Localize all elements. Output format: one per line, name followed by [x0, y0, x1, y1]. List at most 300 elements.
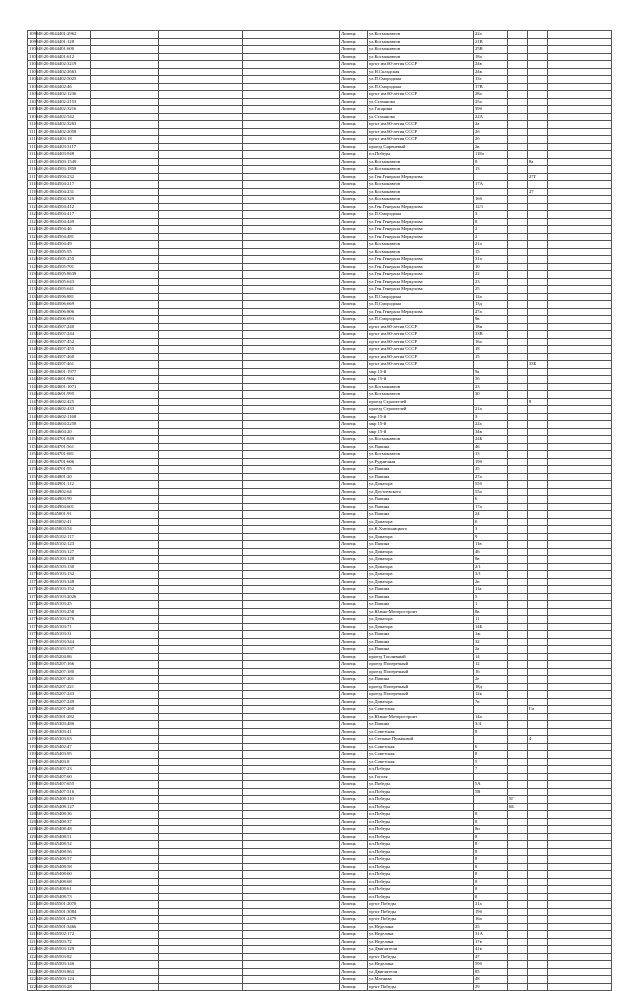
building-cell [508, 743, 528, 751]
street-cell: ул.Победы [368, 781, 474, 789]
blank-cell [91, 841, 159, 849]
blank-cell [243, 248, 340, 256]
row-number-cell: 1142 [29, 361, 39, 366]
table-row [28, 83, 612, 91]
city-cell: Липецк [340, 286, 368, 294]
cadastral-number-cell: 48:20:0044505:55 [37, 248, 91, 256]
building-cell [508, 736, 528, 744]
blank-cell [91, 383, 159, 391]
blank-cell [548, 226, 612, 234]
extra-number-cell [528, 503, 548, 511]
table-row [28, 608, 612, 616]
city-cell: Липецк [340, 91, 368, 99]
blank-cell [243, 338, 340, 346]
cadastral-number-cell: 48:20:0045408:37 [37, 818, 91, 826]
blank-cell [548, 241, 612, 249]
blank-cell [243, 503, 340, 511]
house-number-cell: 118а [474, 151, 508, 159]
cadastral-number-cell: 48:20:0045407:516 [37, 788, 91, 796]
blank-cell [91, 968, 159, 976]
blank-cell [159, 91, 243, 99]
building-cell [508, 466, 528, 474]
blank-cell [159, 803, 243, 811]
table-row [28, 323, 612, 331]
blank-cell [159, 781, 243, 789]
city-cell: Липецк [340, 466, 368, 474]
blank-cell [91, 661, 159, 669]
row-number-cell: 1221 [29, 953, 39, 959]
street-cell: ул.Доватора [368, 533, 474, 541]
blank-cell [243, 38, 340, 46]
street-cell: мкр 15-й [368, 413, 474, 421]
building-cell [508, 166, 528, 174]
city-cell: Липецк [340, 61, 368, 69]
extra-number-cell [528, 698, 548, 706]
cadastral-number-cell: 48:20:0044701:606 [37, 458, 91, 466]
table-row [28, 631, 612, 639]
extra-number-cell [528, 256, 548, 264]
building-cell [508, 121, 528, 129]
extra-number-cell [528, 721, 548, 729]
city-cell: Липецк [340, 151, 368, 159]
blank-cell [243, 886, 340, 894]
blank-cell [91, 533, 159, 541]
city-cell: Липецк [340, 451, 368, 459]
blank-cell [159, 893, 243, 901]
cadastral-number-cell: 48:20:0045207:166 [37, 661, 91, 669]
city-cell: Липецк [340, 908, 368, 916]
blank-cell [159, 218, 243, 226]
house-number-cell [474, 736, 508, 744]
blank-cell [159, 53, 243, 61]
row-number-cell: 1181 [29, 653, 39, 659]
cadastral-number-cell: 48:20:0044504:49 [37, 241, 91, 249]
city-cell: Липецк [340, 136, 368, 144]
blank-cell [548, 181, 612, 189]
table-row [28, 346, 612, 354]
blank-cell [548, 646, 612, 654]
house-number-cell: 8 [474, 841, 508, 849]
building-cell [508, 683, 528, 691]
blank-cell [91, 623, 159, 631]
building-cell [508, 331, 528, 339]
table-row [28, 496, 612, 504]
house-number-cell: 19б [474, 458, 508, 466]
extra-number-cell [528, 106, 548, 114]
blank-cell [548, 91, 612, 99]
city-cell: Липецк [340, 631, 368, 639]
cadastral-number-cell: 48:20:0045103:25 [37, 601, 91, 609]
house-number-cell: 14Б [474, 623, 508, 631]
city-cell: Липецк [340, 31, 368, 39]
table-row [28, 638, 612, 646]
blank-cell [243, 871, 340, 879]
house-number-cell: 2е [474, 676, 508, 684]
extra-number-cell [528, 428, 548, 436]
blank-cell [159, 211, 243, 219]
street-cell: проезд Строителей [368, 406, 474, 414]
house-number-cell: 7в [474, 698, 508, 706]
building-cell [508, 908, 528, 916]
row-number-cell: 1122 [29, 211, 39, 216]
house-number-cell: 8 [474, 751, 508, 759]
blank-cell [159, 983, 243, 991]
blank-cell [91, 38, 159, 46]
blank-cell [91, 301, 159, 309]
street-cell: ул.Космонавтов [368, 31, 474, 39]
blank-cell [548, 811, 612, 819]
house-number-cell: 2а [474, 121, 508, 129]
building-cell [508, 766, 528, 774]
cadastral-number-cell: 48:20:0045408:48 [37, 826, 91, 834]
blank-cell [243, 323, 340, 331]
extra-number-cell [528, 346, 548, 354]
blank-cell [159, 46, 243, 54]
cadastral-number-cell: 48:20:0044401:2962 [37, 31, 91, 39]
street-cell: пр-кт им.60-летия СССР [368, 136, 474, 144]
cadastral-number-cell: 48:20:0044701:681 [37, 451, 91, 459]
cadastral-number-cell: 48:20:0044402:3263 [37, 121, 91, 129]
blank-cell [548, 548, 612, 556]
blank-cell [91, 181, 159, 189]
blank-cell [159, 413, 243, 421]
city-cell: Липецк [340, 278, 368, 286]
building-cell [508, 428, 528, 436]
house-number-cell: 3 [474, 413, 508, 421]
blank-cell [243, 526, 340, 534]
house-number-cell: 48 [474, 976, 508, 984]
blank-cell [548, 608, 612, 616]
blank-cell [159, 271, 243, 279]
house-number-cell: 12/1 [474, 203, 508, 211]
blank-cell [243, 308, 340, 316]
extra-number-cell [528, 668, 548, 676]
blank-cell [243, 511, 340, 519]
blank-cell [91, 946, 159, 954]
blank-cell [548, 218, 612, 226]
row-number-cell: 1212 [29, 886, 39, 891]
street-cell: пр-кт Победы [368, 901, 474, 909]
city-cell: Липецк [340, 728, 368, 736]
blank-cell [91, 271, 159, 279]
blank-cell [91, 698, 159, 706]
city-cell: Липецк [340, 308, 368, 316]
table-row [28, 713, 612, 721]
blank-cell [243, 376, 340, 384]
house-number-cell: 24Б [474, 436, 508, 444]
house-number-cell: 1 [474, 601, 508, 609]
blank-cell [159, 256, 243, 264]
building-cell [508, 826, 528, 834]
extra-number-cell [528, 871, 548, 879]
blank-cell [548, 758, 612, 766]
cadastral-number-cell: 48:20:0044602:433 [37, 406, 91, 414]
extra-number-cell [528, 241, 548, 249]
blank-cell [91, 796, 159, 804]
blank-cell [159, 631, 243, 639]
row-number-cell: 1146 [29, 391, 39, 396]
blank-cell [548, 713, 612, 721]
building-cell [508, 773, 528, 781]
blank-cell [243, 818, 340, 826]
house-number-cell: 8 [474, 878, 508, 886]
table-row [28, 211, 612, 219]
table-row [28, 841, 612, 849]
house-number-cell: 25 [474, 286, 508, 294]
blank-cell [159, 293, 243, 301]
blank-cell [159, 248, 243, 256]
blank-cell [243, 136, 340, 144]
building-cell [508, 878, 528, 886]
city-cell: Липецк [340, 226, 368, 234]
blank-cell [243, 458, 340, 466]
extra-number-cell [528, 181, 548, 189]
row-number-cell: 1151 [29, 428, 39, 434]
building-cell [508, 106, 528, 114]
row-number-cell: 1218 [29, 931, 39, 936]
blank-cell [159, 143, 243, 151]
house-number-cell: 8в [474, 608, 508, 616]
street-cell: пл.Победы [368, 878, 474, 886]
blank-cell [159, 136, 243, 144]
city-cell: Липецк [340, 166, 368, 174]
table-row [28, 398, 612, 406]
row-number-cell: 1209 [29, 863, 39, 869]
blank-cell [91, 466, 159, 474]
blank-cell [548, 128, 612, 136]
street-cell: пл.Победы [368, 863, 474, 871]
row-number-cell: 1175 [29, 608, 39, 614]
street-cell: пл.Победы [368, 841, 474, 849]
cadastral-number-cell: 48:20:0044903:99 [37, 496, 91, 504]
street-cell: пр-кт им.60-летия СССР [368, 361, 474, 369]
blank-cell [548, 293, 612, 301]
building-cell [508, 548, 528, 556]
row-number-cell: 1211 [29, 878, 39, 884]
blank-cell [548, 931, 612, 939]
blank-cell [159, 796, 243, 804]
blank-cell [91, 923, 159, 931]
table-row [28, 361, 612, 369]
blank-cell [159, 38, 243, 46]
blank-cell [91, 976, 159, 984]
building-cell [508, 848, 528, 856]
blank-cell [91, 953, 159, 961]
street-cell: ул.Космонавтов [368, 38, 474, 46]
city-cell: Липецк [340, 841, 368, 849]
city-cell: Липецк [340, 796, 368, 804]
cadastral-number-cell: 48:20:0045403:95 [37, 751, 91, 759]
house-number-cell: 3/1 [474, 571, 508, 579]
house-number-cell: 13 [474, 451, 508, 459]
cadastral-number-cell: 48:20:0045503:863 [37, 968, 91, 976]
cadastral-number-cell: 48:20:0045403:8 [37, 758, 91, 766]
extra-number-cell [528, 286, 548, 294]
city-cell: Липецк [340, 916, 368, 924]
blank-cell [548, 871, 612, 879]
table-row [28, 286, 612, 294]
building-cell [508, 128, 528, 136]
blank-cell [243, 983, 340, 991]
cadastral-number-cell: 48:20:0044801:20 [37, 473, 91, 481]
blank-cell [548, 323, 612, 331]
blank-cell [91, 751, 159, 759]
cadastral-number-cell: 48:20:0044601:984 [37, 376, 91, 384]
row-number-cell: 1161 [29, 503, 39, 509]
extra-number-cell [528, 563, 548, 571]
table-row [28, 548, 612, 556]
row-number-cell: 1174 [29, 601, 39, 606]
blank-cell [243, 953, 340, 961]
building-cell [508, 931, 528, 939]
extra-number-cell [528, 151, 548, 159]
building-cell [508, 856, 528, 864]
table-row [28, 593, 612, 601]
cadastral-number-cell: 48:20:0044602:425 [37, 398, 91, 406]
building-cell [508, 263, 528, 271]
table-row [28, 871, 612, 879]
row-number-cell: 1126 [29, 241, 39, 246]
row-number-cell: 1155 [29, 458, 39, 464]
table-row [28, 406, 612, 414]
extra-number-cell: 27 [528, 188, 548, 196]
extra-number-cell [528, 886, 548, 894]
cadastral-number-cell: 48:20:0044402:46 [37, 83, 91, 91]
row-number-cell: 1193 [29, 743, 39, 749]
city-cell: Липецк [340, 473, 368, 481]
blank-cell [243, 803, 340, 811]
row-number-cell: 1203 [29, 818, 39, 824]
row-number-cell: 1129 [29, 263, 39, 269]
row-number-cell: 1170 [29, 571, 39, 576]
street-cell: ул.Папина [368, 503, 474, 511]
building-cell [508, 556, 528, 564]
cadastral-number-cell: 48:20:0044507:240 [37, 323, 91, 331]
table-row [28, 751, 612, 759]
street-cell: ул.Космонавтов [368, 166, 474, 174]
blank-cell [91, 893, 159, 901]
blank-cell [548, 38, 612, 46]
extra-number-cell [528, 473, 548, 481]
building-cell [508, 961, 528, 969]
house-number-cell: 8 [474, 218, 508, 226]
blank-cell [159, 31, 243, 39]
street-cell: ул.Папина [368, 631, 474, 639]
table-row [28, 166, 612, 174]
house-number-cell: 2 [474, 233, 508, 241]
building-cell [508, 46, 528, 54]
table-row [28, 901, 612, 909]
row-number-cell: 1213 [29, 893, 39, 899]
row-number-cell: 1205 [29, 833, 39, 839]
house-number-cell: 9а [474, 368, 508, 376]
table-row [28, 481, 612, 489]
street-cell: пл.Победы [368, 788, 474, 796]
blank-cell [548, 916, 612, 924]
blank-cell [159, 181, 243, 189]
blank-cell [243, 316, 340, 324]
extra-number-cell [528, 781, 548, 789]
extra-number-cell [528, 421, 548, 429]
extra-number-cell [528, 976, 548, 984]
row-number-cell: 1121 [29, 203, 39, 209]
blank-cell [548, 383, 612, 391]
blank-cell [548, 856, 612, 864]
blank-cell [159, 743, 243, 751]
blank-cell [243, 443, 340, 451]
row-number-cell: 1159 [29, 488, 39, 494]
blank-cell [548, 413, 612, 421]
house-number-cell: 2в [474, 578, 508, 586]
house-number-cell: 8и [474, 826, 508, 834]
street-cell: ул.Советская [368, 751, 474, 759]
blank-cell [159, 961, 243, 969]
extra-number-cell [528, 593, 548, 601]
city-cell: Липецк [340, 248, 368, 256]
city-cell: Липецк [340, 608, 368, 616]
blank-cell [243, 856, 340, 864]
street-cell: ул.Ген.Генерала Меркулова [368, 218, 474, 226]
extra-number-cell [528, 961, 548, 969]
street-cell: ул.Рудничная [368, 458, 474, 466]
building-cell [508, 61, 528, 69]
table-row [28, 826, 612, 834]
blank-cell [91, 398, 159, 406]
city-cell: Липецк [340, 586, 368, 594]
row-number-cell: 1210 [29, 871, 39, 876]
city-cell: Липецк [340, 578, 368, 586]
blank-cell [91, 518, 159, 526]
blank-cell [159, 578, 243, 586]
blank-cell [91, 376, 159, 384]
blank-cell [159, 466, 243, 474]
blank-cell [548, 908, 612, 916]
cadastral-number-cell: 48:20:0045503:72 [37, 938, 91, 946]
table-row [28, 31, 612, 39]
blank-cell [159, 916, 243, 924]
cadastral-number-cell: 48:20:0044507:455 [37, 346, 91, 354]
blank-cell [159, 203, 243, 211]
blank-cell [243, 826, 340, 834]
extra-number-cell [528, 488, 548, 496]
city-cell: Липецк [340, 38, 368, 46]
house-number-cell: 2 [474, 226, 508, 234]
extra-number-cell [528, 743, 548, 751]
street-cell: ул.Ген.Генерала Меркулова [368, 271, 474, 279]
table-row [28, 46, 612, 54]
extra-number-cell [528, 601, 548, 609]
building-cell [508, 676, 528, 684]
table-row [28, 61, 612, 69]
row-number-cell: 1140 [29, 346, 39, 351]
house-number-cell: 28а [474, 91, 508, 99]
city-cell: Липецк [340, 233, 368, 241]
row-number-cell: 1224 [29, 976, 39, 981]
blank-cell [159, 488, 243, 496]
building-cell [508, 323, 528, 331]
extra-number-cell [528, 413, 548, 421]
blank-cell [243, 413, 340, 421]
cadastral-number-cell: 48:20:0044601:1977 [37, 368, 91, 376]
cadastral-number-cell: 48:20:0044507:244 [37, 331, 91, 339]
blank-cell [159, 406, 243, 414]
blank-cell [159, 421, 243, 429]
table-row [28, 938, 612, 946]
extra-number-cell [528, 511, 548, 519]
blank-cell [91, 983, 159, 991]
house-number-cell: 16а [474, 338, 508, 346]
building-cell [508, 668, 528, 676]
